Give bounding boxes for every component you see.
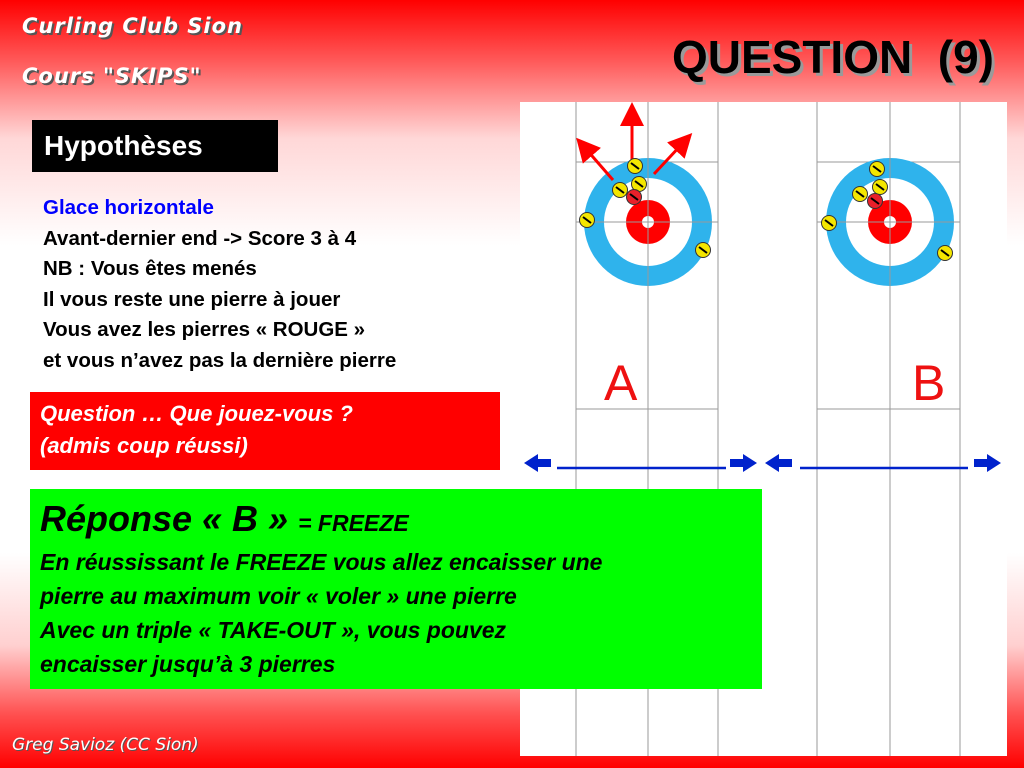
- answer-suffix: = FREEZE: [298, 510, 409, 536]
- hypotheses-heading: Hypothèses: [32, 120, 278, 172]
- arrow-left-icon: [765, 454, 792, 472]
- answer-title: Réponse « B »: [40, 498, 289, 539]
- answer-line: pierre au maximum voir « voler » une pierre: [40, 583, 517, 609]
- sheet-b: [817, 102, 960, 756]
- arrow-right-icon: [974, 454, 1001, 472]
- answer-line: Avec un triple « TAKE-OUT », vous pouvez: [40, 617, 507, 643]
- question-text: Question … Que jouez-vous ?: [40, 401, 353, 426]
- answer-box: [30, 489, 762, 689]
- hypothesis-item: Vous avez les pierres « ROUGE »: [43, 318, 366, 341]
- arrow-left-icon: [524, 454, 551, 472]
- page-title: QUESTION (9): [671, 31, 994, 83]
- answer-line: En réussissant le FREEZE vous allez encaisser une: [40, 549, 603, 575]
- house-b: [817, 158, 960, 286]
- course-name: Cours "SKIPS": [22, 64, 202, 88]
- yellow-stone: [870, 162, 885, 177]
- yellow-stone: [873, 180, 888, 195]
- yellow-stone: [613, 183, 628, 198]
- red-stone: [868, 194, 883, 209]
- hypothesis-item: Glace horizontale: [43, 196, 214, 219]
- yellow-stone: [580, 213, 595, 228]
- author-credit: Greg Savioz (CC Sion): [12, 735, 199, 755]
- hypothesis-item: et vous n’avez pas la dernière pierre: [43, 348, 397, 372]
- question-note: (admis coup réussi): [40, 433, 248, 458]
- label-a: A: [604, 355, 638, 411]
- hypothesis-item: Il vous reste une pierre à jouer: [43, 287, 341, 311]
- hypothesis-item: Avant-dernier end -> Score 3 à 4: [43, 226, 357, 250]
- answer-heading: [40, 497, 752, 545]
- hog-line-arrows: [524, 454, 1001, 472]
- yellow-stone: [628, 159, 643, 174]
- yellow-stone: [696, 243, 711, 258]
- red-stone: [627, 190, 642, 205]
- arrow-right-icon: [730, 454, 757, 472]
- hypotheses-list: [43, 193, 396, 376]
- yellow-stone: [853, 187, 868, 202]
- yellow-stone: [938, 246, 953, 261]
- club-name: Curling Club Sion: [22, 14, 244, 38]
- label-b: B: [912, 355, 946, 411]
- question-box: [30, 392, 500, 470]
- yellow-stone: [822, 216, 837, 231]
- hypothesis-item: NB : Vous êtes menés: [43, 257, 257, 280]
- house-a: [576, 158, 718, 286]
- answer-line: encaisser jusqu’à 3 pierres: [40, 651, 336, 677]
